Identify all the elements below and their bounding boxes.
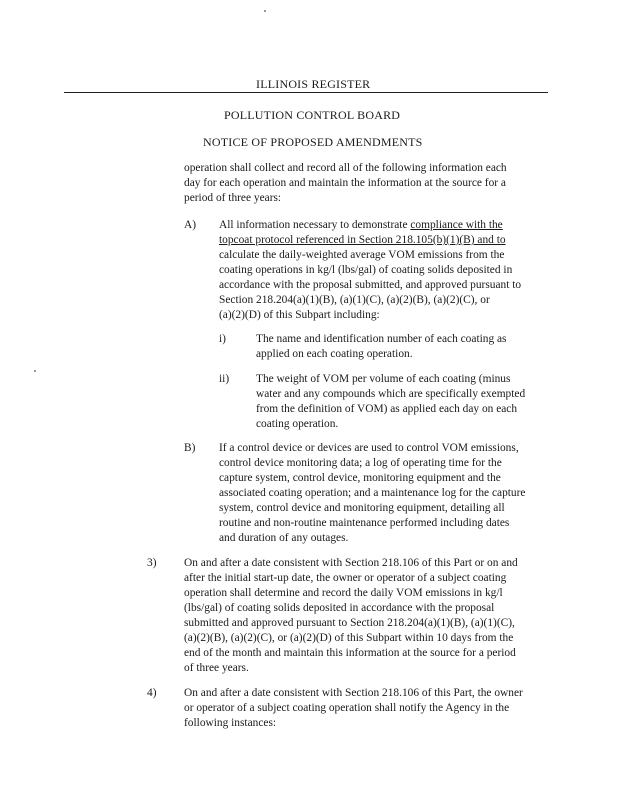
item-b-line: associated coating operation; and a maintenance log for the capture	[219, 487, 526, 499]
item-3-line: after the initial start-up date, the owner or operator of a subject coating	[184, 572, 507, 584]
item-b-line: routine and non-routine maintenance performed including dates	[219, 517, 510, 529]
scan-speck	[34, 370, 36, 372]
item-a-label: A)	[184, 219, 197, 231]
notice-title: NOTICE OF PROPOSED AMENDMENTS	[203, 135, 423, 149]
sub-ii-line: water and any compounds which are specifically exempted	[256, 388, 526, 400]
item-a-plain-text: All information necessary to demonstrate	[219, 219, 411, 231]
item-4-line: following instances:	[184, 717, 277, 729]
item-3-line: (a)(2)(B), (a)(2)(C), or (a)(2)(D) of this Subpart within 10 days from the	[184, 632, 514, 644]
item-a-underlined-text: topcoat protocol referenced in Section 218.105(b)(1)(B) and to	[219, 234, 506, 246]
item-a-line	[219, 218, 503, 233]
item-a-line: accordance with the proposal submitted, and approved pursuant to	[219, 279, 522, 291]
sub-ii-line: from the definition of VOM) as applied each day on each	[256, 403, 518, 415]
item-4-line: or operator of a subject coating operation shall notify the Agency in the	[184, 702, 510, 714]
item-3-line: (lbs/gal) of coating solids deposited in accordance with the proposal	[184, 602, 495, 614]
item-3-label: 3)	[147, 557, 157, 569]
item-4-line: On and after a date consistent with Section 218.106 of this Part, the owner	[184, 687, 523, 699]
sub-ii-line: The weight of VOM per volume of each coating (minus	[256, 373, 511, 385]
item-b-label: B)	[184, 442, 196, 454]
item-a-line: (a)(2)(D) of this Subpart including:	[219, 309, 380, 321]
item-3-line: submitted and approved pursuant to Section 218.204(a)(1)(B), (a)(1)(C),	[184, 617, 515, 629]
sub-i-label: i)	[219, 333, 226, 345]
scan-speck	[264, 10, 266, 12]
sub-ii-line: coating operation.	[256, 418, 339, 430]
item-a-line: Section 218.204(a)(1)(B), (a)(1)(C), (a)(2)(B), (a)(2)(C), or	[219, 294, 490, 306]
item-3-line: operation shall determine and record the daily VOM emissions in kg/l	[184, 587, 503, 599]
item-3-line: end of the month and maintain this information at the source for a period	[184, 647, 516, 659]
header-rule	[64, 92, 548, 93]
item-b-line: control device monitoring data; a log of operating time for the	[219, 457, 502, 469]
item-a-underlined-text: compliance with the	[410, 219, 503, 231]
sub-i-line: applied on each coating operation.	[256, 348, 413, 360]
intro-line: period of three years:	[184, 192, 282, 204]
item-4-label: 4)	[147, 687, 157, 699]
item-b-line: capture system, control device, monitoring equipment and the	[219, 472, 501, 484]
agency-title: POLLUTION CONTROL BOARD	[224, 108, 401, 122]
item-a-line	[219, 233, 506, 248]
sub-i-line: The name and identification number of each coating as	[256, 333, 507, 345]
item-b-line: If a control device or devices are used to control VOM emissions,	[219, 442, 519, 454]
item-a-line: coating operations in kg/l (lbs/gal) of coating solids deposited in	[219, 264, 513, 276]
item-a-line: calculate the daily-weighted average VOM emissions from the	[219, 249, 505, 261]
item-b-line: and duration of any outages.	[219, 532, 349, 544]
item-3-line: of three years.	[184, 662, 249, 674]
intro-line: operation shall collect and record all of the following information each	[184, 162, 507, 174]
sub-ii-label: ii)	[219, 373, 230, 385]
item-b-line: system, control device and monitoring equipment, detailing all	[219, 502, 505, 514]
item-3-line: On and after a date consistent with Section 218.106 of this Part or on and	[184, 557, 518, 569]
intro-line: day for each operation and maintain the information at the source for a	[184, 177, 506, 189]
register-title: ILLINOIS REGISTER	[256, 77, 371, 91]
